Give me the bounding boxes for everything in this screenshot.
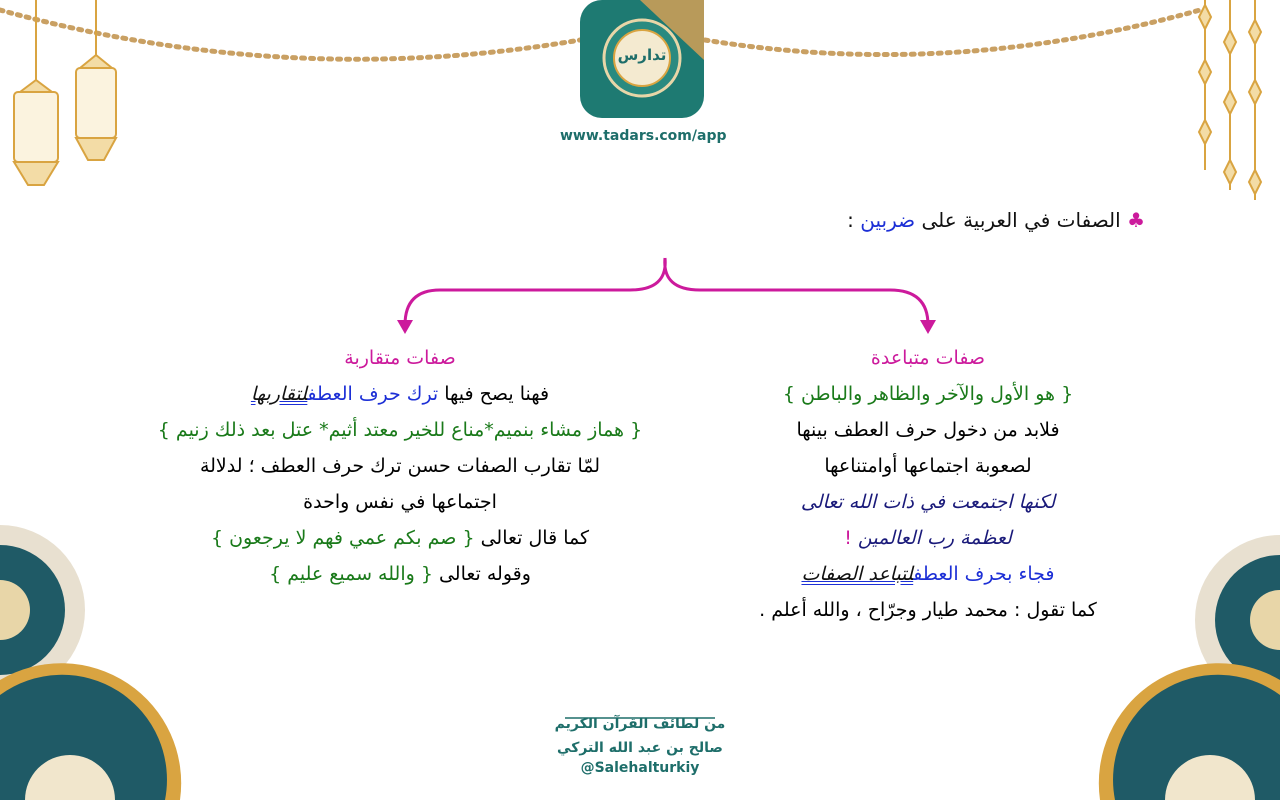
text-line: لصعوبة اجتماعها أوامتناعها: [824, 455, 1032, 477]
crescent-icon: [130, 148, 175, 211]
logo-text: تدارس: [617, 46, 667, 64]
section-title: ♣ الصفات في العربية على ضربين :: [847, 208, 1145, 232]
verse: { هو الأول والآخر والظاهر والباطن }: [782, 383, 1074, 405]
footer-series: من لطائف القرآن الكريم: [554, 716, 726, 732]
branch-arrows: [405, 258, 928, 325]
arrow-heads: [397, 320, 936, 334]
column-heading: صفات متقاربة: [344, 347, 456, 369]
text-line: اجتماعها في نفس واحدة: [303, 491, 497, 513]
left-column-close-attributes: [120, 340, 680, 592]
app-url[interactable]: www.tadars.com/app: [560, 128, 727, 144]
text-line: فلابد من دخول حرف العطف بينها: [796, 419, 1060, 441]
text-line: فهنا يصح فيها ترك حرف العطفلتقاربها: [250, 383, 550, 405]
footer-author: صالح بن عبد الله التركي: [557, 740, 723, 756]
text-line: فجاء بحرف العطفلتباعد الصفات: [801, 563, 1055, 585]
author-handle[interactable]: @Salehalturkiy: [580, 760, 700, 776]
text-line: كما قال تعالى { صم بكم عمي فهم لا يرجعون }: [210, 527, 590, 549]
hanging-diamonds: [1199, 0, 1261, 200]
right-column-distant-attributes: [648, 340, 1208, 628]
text-line: لمّا تقارب الصفات حسن ترك حرف العطف ؛ لدلالة: [199, 455, 601, 477]
text-line: لعظمة رب العالمين !: [844, 527, 1012, 549]
text-line: لكنها اجتمعت في ذات الله تعالى: [800, 491, 1056, 513]
text-line: كما تقول : محمد طيار وجرّاح ، والله أعلم .: [759, 599, 1097, 621]
verse: { هماز مشاء بنميم*مناع للخير معتد أثيم* عتل بعد ذلك زنيم }: [157, 419, 643, 441]
column-heading: صفات متباعدة: [870, 347, 986, 369]
footer-credits: [540, 712, 740, 776]
text-line: وقوله تعالى { والله سميع عليم }: [269, 563, 531, 585]
club-icon: ♣: [1127, 208, 1145, 232]
